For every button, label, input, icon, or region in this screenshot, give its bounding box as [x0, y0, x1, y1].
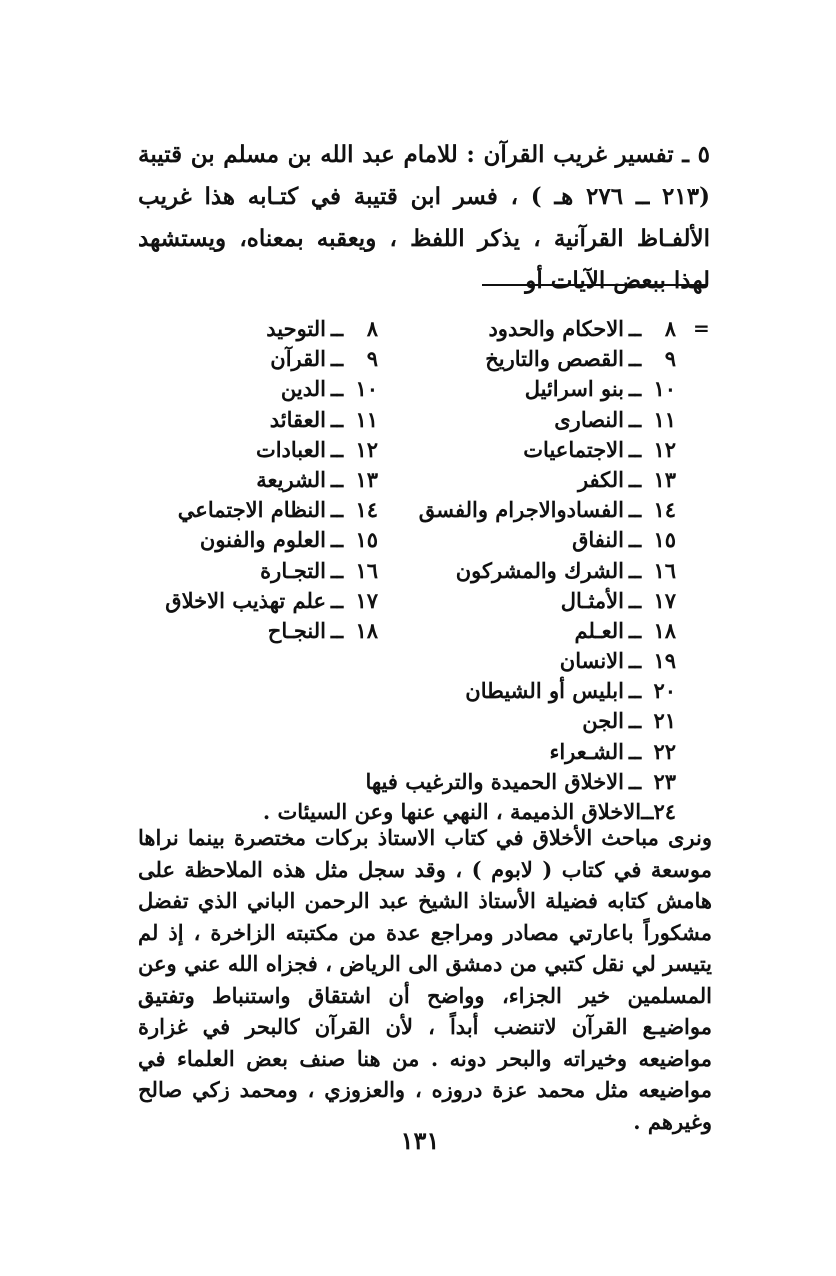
- list-item: ٢٤ ــ الاخلاق الذميمة ، النهي عنها وعن السيئات .: [262, 799, 676, 824]
- list-item: ١٧ ــ الأمثـال: [560, 587, 676, 613]
- list-item: ١٨ ــ النجـاح: [267, 617, 378, 643]
- list-item: ١٢ ــ الاجتماعيات: [523, 436, 676, 462]
- list-item: ٨ ــ التوحيد: [266, 316, 378, 341]
- list-item: ١٦ ــ الشرك والمشركون: [455, 557, 676, 583]
- separator-rule: [482, 284, 708, 286]
- list-item: ١٩ ــ الانسان: [559, 648, 676, 674]
- list-item: ١١ ــ النصارى: [554, 406, 676, 432]
- list-item: ٨ ــ الاحكام والحدود: [488, 316, 676, 341]
- list-item: ١٤ ــ النظام الاجتماعي: [177, 497, 378, 523]
- list-item: ٢٠ ــ ابليس أو الشيطان: [465, 678, 676, 704]
- intro-paragraph: [138, 134, 710, 302]
- topics-list-left: [78, 314, 378, 646]
- list-item: ٩ ــ القصص والتاريخ: [485, 346, 676, 372]
- list-item: ١٥ ــ النفاق: [572, 527, 676, 553]
- body-paragraph: ونرى مباحث الأخلاق في كتاب الاستاذ بركات مختصرة بينما نراها موسعة في كتاب ( لابوم ) ، وقد سجل مثل هذه الملاحظة على هامش كتابه فضيلة الأستاذ الشيخ عبد الرحمن الباني الذي تفضل مشكوراً باعارتي مصادر ومراجع عدة من مكتبته الزاخرة ، إذ لم يتيسر لي نقل كتبي من دمشق الى الرياض ، فجزاه الله عني وعن المسلمين خير الجزاء، وواضح أن اشتقاق واستنباط وتفتيق مواضيـع القرآن لاتنضب أبداً ، لأن القرآن كالبحر في غزارة مواضيعه وخيراته والبحر دونه . من هنا صنف بعض العلماء في مواضيعه مثل محمد عزة دروزه ، والعزوزي ، ومحمد زكي صالح وغيرهم .: [138, 825, 712, 1134]
- list-item: ١٠ ــ بنو اسرائيل: [524, 376, 676, 402]
- list-item: ٢٣ ــ الاخلاق الحميدة والترغيب فيها: [365, 768, 676, 794]
- list-item: ٢١ ــ الجن: [582, 708, 676, 734]
- page-number: ١٣١: [400, 1126, 440, 1155]
- list-item: ٩ ــ القرآن: [270, 346, 378, 372]
- list-item: ٢٢ ــ الشـعراء: [549, 738, 676, 764]
- list-item: ١١ ــ العقائد: [269, 406, 378, 432]
- section-heading: ٥ ـ تفسير غريب القرآن :: [466, 141, 710, 168]
- intro-text: للامام عبد الله بن مسلم بن قتيبة (٢١٣ ــ ٢٧٦ هـ ) ، فسر ابن قتيبة في كتـابه هذا غريب الألفـاظ القرآنية ، يذكر اللفظ ، ويعقبه بمعناه، ويستشهد لهذا ببعض الآيات أو: [138, 141, 710, 294]
- list-item: ١٢ ــ العبادات: [255, 436, 378, 462]
- list-item: ١٣ ــ الكفر: [577, 466, 676, 492]
- list-item: ١٨ ــ العـلم: [574, 617, 676, 643]
- continuation-mark: =: [693, 316, 710, 340]
- list-item: ١٦ ــ التجـارة: [260, 557, 378, 583]
- list-item: ١٤ ــ الفسادوالاجرام والفسق: [418, 497, 676, 523]
- list-item: ١٧ ــ علم تهذيب الاخلاق: [165, 587, 378, 613]
- list-item: ١٥ ــ العلوم والفنون: [199, 527, 378, 553]
- list-item: ١٣ ــ الشريعة: [256, 466, 378, 492]
- list-item: ١٠ ــ الدين: [280, 376, 378, 402]
